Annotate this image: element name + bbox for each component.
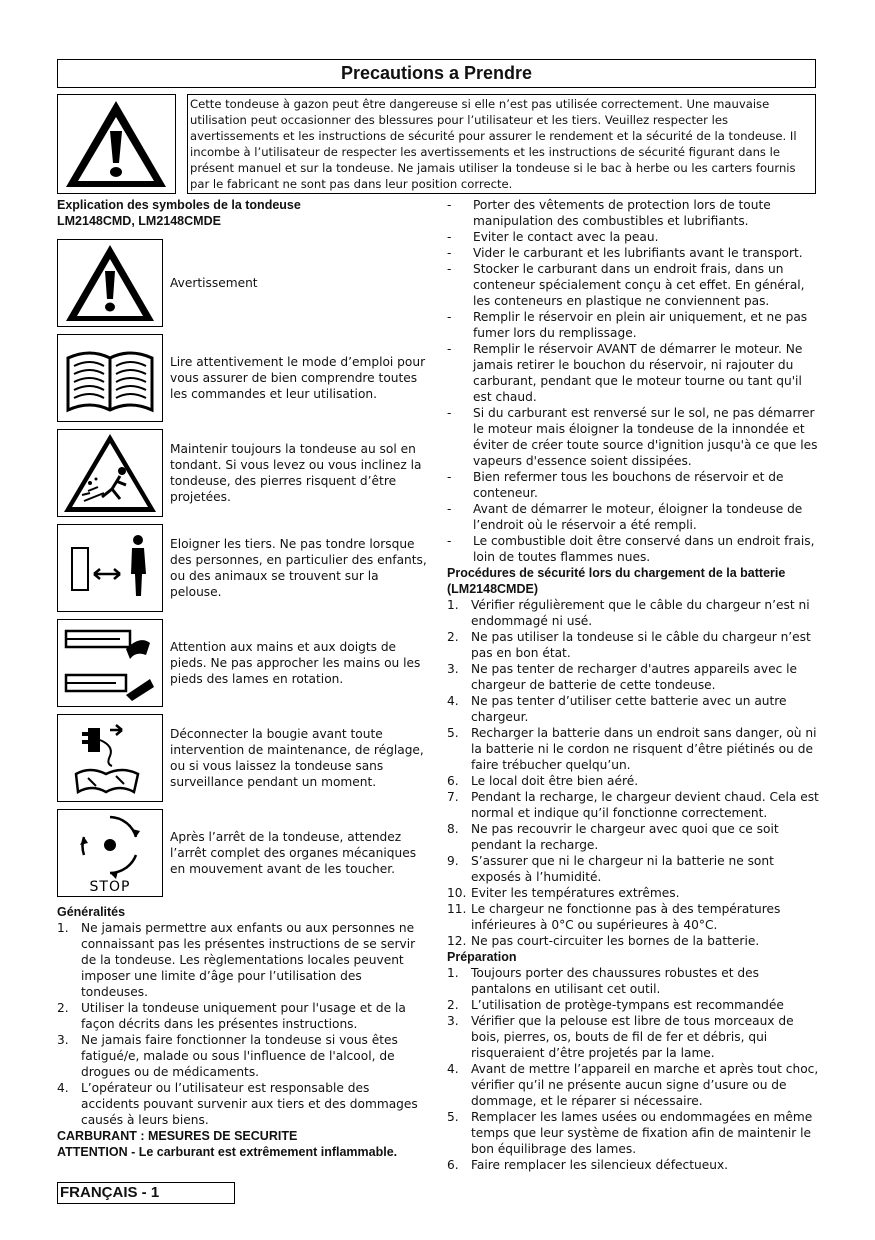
list-item: - Remplir le réservoir AVANT de démarrer le moteur. Ne jamais retirer le bouchon du réservoir, ni rajouter du carburant, pendant que le moteur tourne ou tant qu'il est chaud. <box>447 342 803 404</box>
page-title: Precautions a Prendre <box>57 59 816 88</box>
list-item: 5. Remplacer les lames usées ou endommagées en même temps que leur système de fixation afin de maintenir le bon équilibrage des lames. <box>447 1110 813 1156</box>
list-item: 11. Le chargeur ne fonctionne pas à des températures inférieures à 0°C ou supérieures à 40°C. <box>447 902 781 932</box>
symbols-heading: Explication des symboles de la tondeuse LM2148CMD, LM2148CMDE <box>57 198 301 228</box>
list-item: 1. Toujours porter des chaussures robustes et des pantalons en utilisant cet outil. <box>447 966 759 996</box>
fuel-list <box>447 197 819 565</box>
symbol-description: Avertissement <box>170 275 258 290</box>
charging-heading: Procédures de sécurité lors du chargement de la batterie (LM2148CMDE) <box>447 566 786 596</box>
symbol-row <box>57 805 429 900</box>
list-item: 2. L’utilisation de protège-tympans est recommandée <box>447 998 784 1012</box>
list-item: 10. Eviter les températures extrêmes. <box>447 886 680 900</box>
preparation-heading: Préparation <box>447 950 517 964</box>
list-item: - Remplir le réservoir en plein air uniquement, et ne pas fumer lors du remplissage. <box>447 310 808 340</box>
list-item: 6. Le local doit être bien aéré. <box>447 774 639 788</box>
symbol-description: Après l’arrêt de la tondeuse, attendez l’arrêt complet des organes mécaniques en mouvement avant de les toucher. <box>170 829 417 876</box>
list-item: - Le combustible doit être conservé dans un endroit frais, loin de toutes flammes nues. <box>447 534 815 564</box>
general-heading: Généralités <box>57 905 126 919</box>
general-list <box>57 920 429 1128</box>
right-column <box>447 197 819 1173</box>
symbol-row <box>57 330 429 425</box>
fuel-heading: CARBURANT : MESURES DE SECURITE <box>57 1129 298 1143</box>
charging-list <box>447 597 819 949</box>
list-item: - Vider le carburant et les lubrifiants avant le transport. <box>447 246 803 260</box>
list-item: 5. Recharger la batterie dans un endroit sans danger, où ni la batterie ni le cordon ne risquent d’être piétinés ou de faire trébucher quelqu’un. <box>447 726 817 772</box>
symbol-description: Lire attentivement le mode d’emploi pour vous assurer de bien comprendre toutes les commandes et leur utilisation. <box>170 354 426 401</box>
list-item: 2. Utiliser la tondeuse uniquement pour l'usage et de la façon décrits dans les présentes instructions. <box>57 1001 406 1031</box>
spark-plug-disconnect-icon <box>57 714 163 802</box>
symbol-row <box>57 235 429 330</box>
symbol-description: Maintenir toujours la tondeuse au sol en tondant. Si vous levez ou vous inclinez la tondeuse, des pierres risquent d’être projetées. <box>170 441 422 504</box>
symbol-description: Attention aux mains et aux doigts de pieds. Ne pas approcher les mains ou les pieds des lames en rotation. <box>170 639 421 686</box>
symbol-row <box>57 520 429 615</box>
list-item: - Bien refermer tous les bouchons de réservoir et de conteneur. <box>447 470 784 500</box>
left-column <box>57 197 429 1160</box>
list-item: - Avant de démarrer le moteur, éloigner la tondeuse de l’endroit où le réservoir a été rempli. <box>447 502 803 532</box>
symbol-description: Déconnecter la bougie avant toute intervention de maintenance, de réglage, ou si vous laissez la tondeuse sans surveillance pendant un moment. <box>170 726 424 789</box>
list-item: 12. Ne pas court-circuiter les bornes de la batterie. <box>447 934 760 948</box>
list-item: 3. Ne jamais faire fonctionner la tondeuse si vous êtes fatigué/e, malade ou sous l'influence de l'alcool, de drogues ou de médicaments. <box>57 1033 398 1079</box>
stop-label: STOP <box>89 878 131 895</box>
list-item: 4. Avant de mettre l’appareil en marche et après tout choc, vérifier qu’il ne présente aucun signe d’usure ou de dommage, et le réparer si nécessaire. <box>447 1062 819 1108</box>
keep-distance-icon <box>57 524 163 612</box>
list-item: 7. Pendant la recharge, le chargeur devient chaud. Cela est normal et indique qu’il fonctionne correctement. <box>447 790 819 820</box>
hand-foot-blade-icon <box>57 619 163 707</box>
list-item: 1. Vérifier régulièrement que le câble du chargeur n’est ni endommagé ni usé. <box>447 598 810 628</box>
symbol-row <box>57 710 429 805</box>
symbol-row <box>57 615 429 710</box>
page-footer: FRANÇAIS - 1 <box>57 1182 235 1204</box>
list-item: 2. Ne pas utiliser la tondeuse si le câble du chargeur n’est pas en bon état. <box>447 630 811 660</box>
warning-triangle-icon <box>57 94 176 194</box>
list-item: - Si du carburant est renversé sur le sol, ne pas démarrer le moteur mais éloigner la tondeuse de la innondée et éviter de créer toute source d'ignition jusqu'à ce que les vapeurs d'essence soient dissipées. <box>447 406 818 468</box>
list-item: 3. Vérifier que la pelouse est libre de tous morceaux de bois, pierres, os, bouts de fil de fer et débris, qui risqueraient d’être projetés par la lame. <box>447 1014 794 1060</box>
list-item: 8. Ne pas recouvrir le chargeur avec quoi que ce soit pendant la recharge. <box>447 822 779 852</box>
list-item: - Eviter le contact avec la peau. <box>447 230 659 244</box>
list-item: 6. Faire remplacer les silencieux défectueux. <box>447 1158 729 1172</box>
symbol-row <box>57 425 429 520</box>
list-item: 4. Ne pas tenter d’utiliser cette batterie avec un autre chargeur. <box>447 694 787 724</box>
symbol-description: Eloigner les tiers. Ne pas tondre lorsque des personnes, en particulier des enfants, ou des animaux se trouvent sur la pelouse. <box>170 536 427 599</box>
list-item: 3. Ne pas tenter de recharger d'autres appareils avec le chargeur de batterie de cette tondeuse. <box>447 662 798 692</box>
list-item: 4. L’opérateur ou l’utilisateur est responsable des accidents pouvant survenir aux tiers et des dommages causés à leurs biens. <box>57 1081 418 1127</box>
fuel-attention: ATTENTION - Le carburant est extrêmement inflammable. <box>57 1145 398 1159</box>
blade-stop-icon <box>57 809 163 897</box>
list-item: - Porter des vêtements de protection lors de toute manipulation des combustibles et lubrifiants. <box>447 198 771 228</box>
open-book-icon <box>57 334 163 422</box>
list-item: 9. S’assurer que ni le chargeur ni la batterie ne sont exposés à l’humidité. <box>447 854 774 884</box>
list-item: - Stocker le carburant dans un endroit frais, dans un conteneur spécialement conçu à cet effet. En général, les conteneurs en plastique ne conviennent pas. <box>447 262 805 308</box>
warning-triangle-icon <box>57 239 163 327</box>
preparation-list <box>447 965 819 1173</box>
thrown-object-icon <box>57 429 163 517</box>
intro-paragraph: Cette tondeuse à gazon peut être dangereuse si elle n’est pas utilisée correctement. Une mauvaise utilisation peut occasionner des blessures pour l’utilisateur et les tiers. Veuillez respecter les avertissements et les instructions de sécurité pour assurer le rendement et la sécurité de la tondeuse. Il incombe à l’utilisateur de respecter les avertissements et les instructions de sécurité figurant dans le présent manuel et sur la tondeuse. Ne jamais utiliser la tondeuse si le bac à herbe ou les carters fournis par le fabricant ne sont pas dans leur position correcte. <box>187 94 816 194</box>
list-item: 1. Ne jamais permettre aux enfants ou aux personnes ne connaissant pas les présentes instructions de se servir de la tondeuse. Les règlementations locales peuvent imposer une limite d’âge pour l’utilisation des tondeuses. <box>57 921 416 999</box>
